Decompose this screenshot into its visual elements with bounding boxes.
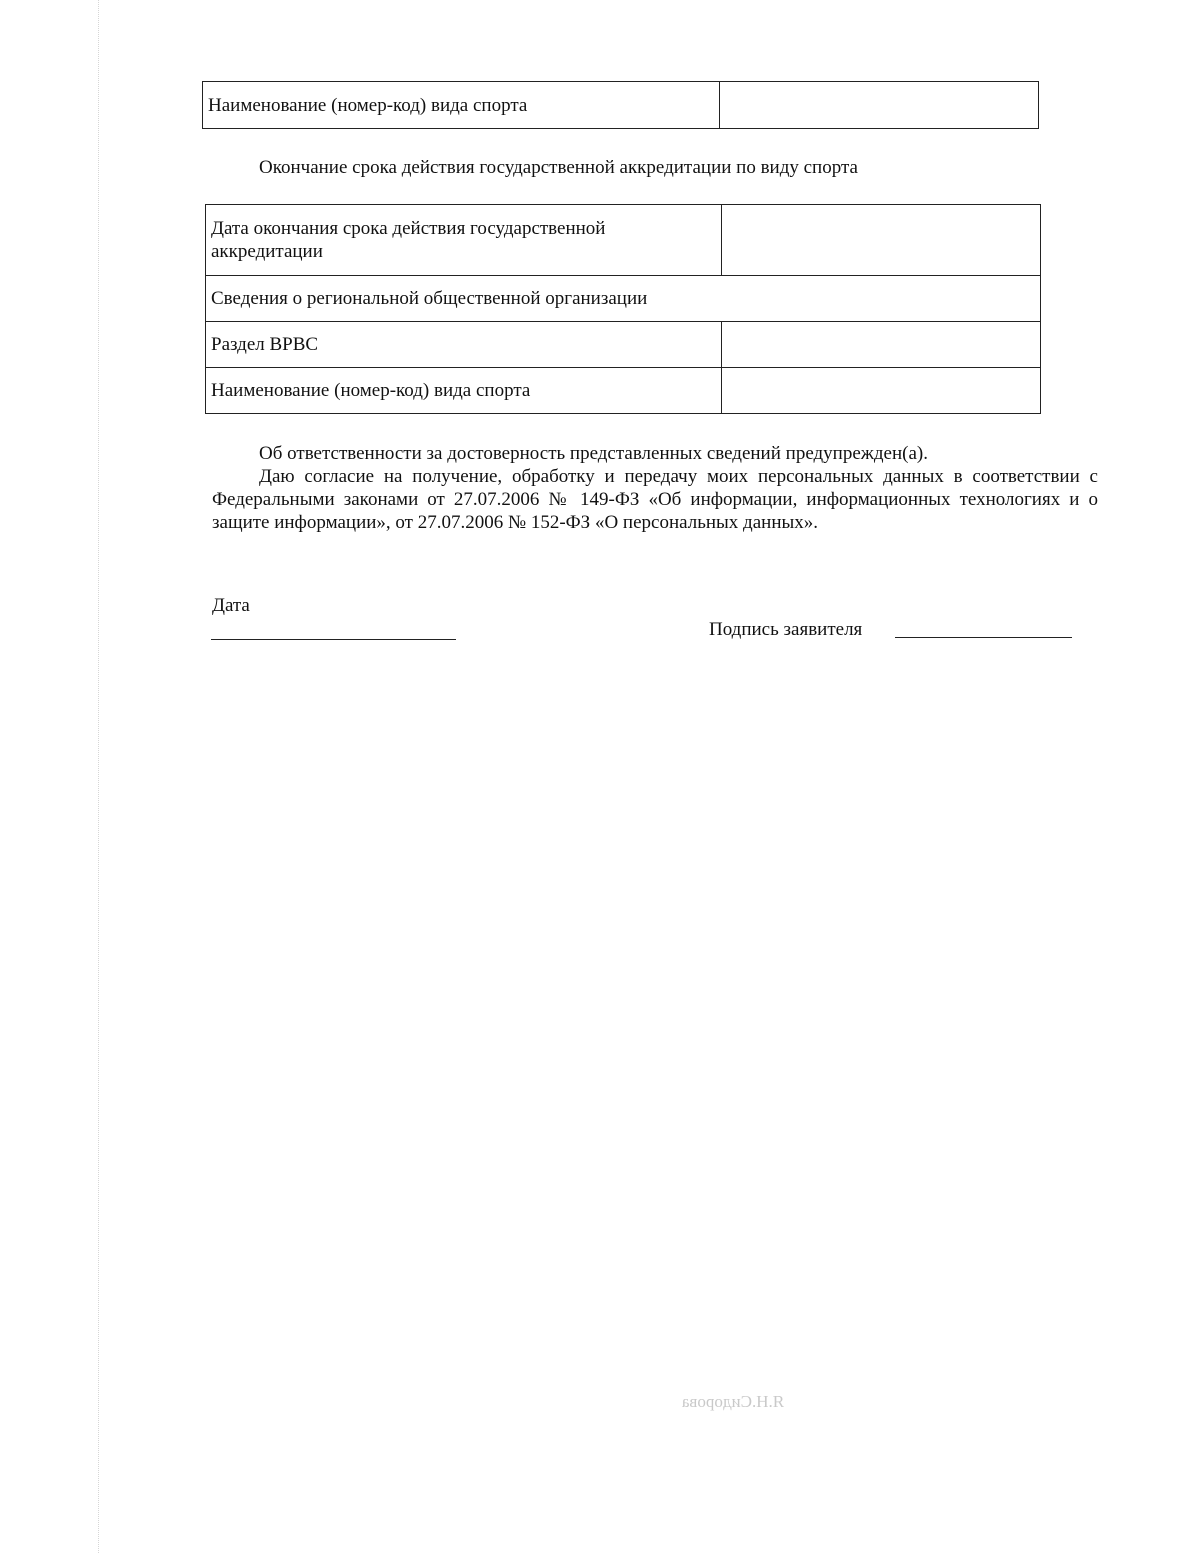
sport-name-table — [202, 81, 1039, 129]
responsibility-warning: Об ответственности за достоверность представленных сведений предупрежден(а). — [259, 443, 928, 464]
accreditation-end-date-label: Дата окончания срока действия государственной аккредитации — [206, 205, 722, 276]
vrvs-section-value — [722, 322, 1041, 368]
scan-edge-line — [98, 0, 99, 1553]
signature-blank-line — [895, 637, 1072, 638]
accreditation-end-table — [205, 204, 1041, 414]
section-heading: Окончание срока действия государственной аккредитации по виду спорта — [259, 157, 858, 178]
signature-label: Подпись заявителя — [709, 619, 863, 640]
table-row — [206, 205, 1041, 276]
sport-name-value — [719, 82, 1038, 129]
table-row — [206, 276, 1041, 322]
bleed-through-text: Я.Н.Сидорова — [682, 1392, 785, 1411]
table-row — [203, 82, 1039, 129]
sport-name-value-2 — [722, 368, 1041, 414]
date-label: Дата — [212, 595, 250, 616]
date-blank-line — [211, 639, 456, 640]
table-row — [206, 368, 1041, 414]
vrvs-section-label: Раздел ВРВС — [206, 322, 722, 368]
regional-organization-label: Сведения о региональной общественной организации — [206, 276, 1041, 322]
personal-data-consent: Даю согласие на получение, обработку и передачу моих персональных данных в соответствии с Федеральными законами от 27.07.2006 № 149-ФЗ «Об информации, информационных технологиях и о защите информации», от 27.07.2006 № 152-ФЗ «О персональных данных». — [212, 466, 1098, 533]
applicant-statement — [212, 442, 1098, 534]
accreditation-end-date-value — [722, 205, 1041, 276]
sport-name-label: Наименование (номер-код) вида спорта — [203, 82, 720, 129]
table-row — [206, 322, 1041, 368]
sport-name-label-2: Наименование (номер-код) вида спорта — [206, 368, 722, 414]
